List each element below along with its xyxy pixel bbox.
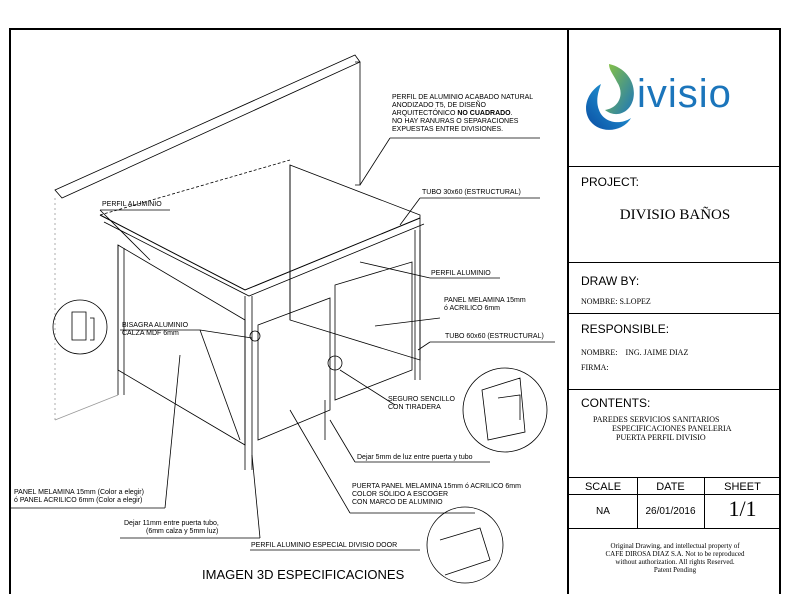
annotation-line: CALZA MDF 6mm [122,330,179,337]
annotation-line: Dejar 11mm entre puerta tubo, [124,520,219,527]
responsible-cell [569,314,781,390]
annotation-line: ó PANEL ACRILICO 6mm (Color a elegir) [14,497,143,504]
annotation-text: ARQUITECTÓNICO [392,110,458,117]
annotation-dejar-5: Dejar 5mm de luz entre puerta y tubo [357,454,473,461]
copyright-notice [569,542,781,574]
annotation-panel [444,297,526,313]
annotation-line: (6mm calza y 5mm luz) [146,528,219,535]
contents-line: PAREDES SERVICIOS SANITARIOS [593,415,720,424]
annotation-line: BISAGRA ALUMINIO [122,322,189,329]
draw-by-cell [569,263,781,314]
drawing-caption: IMAGEN 3D ESPECIFICACIONES [202,567,405,582]
contents-line: ESPECIFICACIONES PANELERIA [612,424,732,433]
responsible-label: RESPONSIBLE: [581,322,670,336]
logo-cell [569,28,781,167]
signature-label: FIRMA: [581,363,609,372]
contents-line: PUERTA PERFIL DIVISIO [616,433,706,442]
date-label: DATE [656,481,685,493]
draw-by-label: DRAW BY: [581,274,640,288]
copyright-line: Original Drawing, and intellectual property of [610,542,740,550]
annotation-line: EXPUESTAS ENTRE DIVISIONES. [392,126,504,133]
project-cell [569,167,781,263]
annotation-perfil-door: PERFIL ALUMINIO ESPECIAL DIVISIO DOOR [251,542,398,549]
title-block [567,28,781,594]
annotation-perfil-mid: PERFIL ALUMINIO [431,270,491,277]
draw-by-name: NOMBRE: S.LOPEZ [581,297,651,306]
annotation-line [392,110,533,118]
annotation-perfil-top [392,94,533,134]
scale-value: NA [596,506,610,517]
annotation-text: . [510,110,513,117]
sheet-label: SHEET [724,481,761,493]
contents-cell [569,390,781,478]
copyright-line: CAFE DIROSA DIAZ S.A. Not to be reproduced [605,550,745,558]
responsible-name: NOMBRE: ING. JAIME DIAZ [581,348,689,357]
project-label: PROJECT: [581,175,640,189]
annotation-line: SEGURO SENCILLO [388,396,455,403]
contents-list [593,415,732,442]
annotation-line: NO HAY RANURAS O SEPARACIONES [392,118,519,125]
annotation-line: PANEL MELAMINA 15mm (Color a elegir) [14,489,144,496]
annotation-line: PANEL MELAMINA 15mm [444,297,526,304]
contents-label: CONTENTS: [581,396,651,410]
annotation-seguro [388,396,455,412]
annotation-perfil-left: PERFIL ALUMINIO [102,201,162,208]
annotation-bisagra [122,322,188,338]
sheet-value: 1/1 [728,496,757,521]
annotation-line: COLOR SÓLIDO A ESCOGER [352,491,449,498]
scale-date-sheet-cell [569,478,781,529]
annotation-tubo-60: TUBO 60x60 (ESTRUCTURAL) [445,333,544,340]
annotation-dejar-11 [124,520,219,536]
copyright-line: without authorization. All rights Reserved. [615,558,735,566]
date-value: 26/01/2016 [645,506,696,517]
project-name: DIVISIO BAÑOS [619,207,731,223]
annotation-puerta [352,483,521,507]
annotation-bold-text: NO CUADRADO [457,110,511,117]
copyright-line: Patent Pending [653,566,697,574]
annotation-tubo-30: TUBO 30x60 (ESTRUCTURAL) [422,189,521,196]
scale-label: SCALE [584,481,622,493]
logo-text: ivisio [637,72,732,116]
annotation-line: PUERTA PANEL MELAMINA 15mm ó ACRILICO 6mm [352,483,521,490]
annotation-line: CON TIRADERA [388,404,441,411]
annotation-line: ANODIZADO T5, DE DISEÑO [392,102,486,109]
annotation-line: ó ACRILICO 6mm [444,305,501,312]
annotation-line: CON MARCO DE ALUMINIO [352,499,443,506]
divisio-logo-icon [579,62,639,134]
annotation-panel-left [14,489,144,505]
annotation-line: PERFIL DE ALUMINIO ACABADO NATURAL [392,94,534,101]
